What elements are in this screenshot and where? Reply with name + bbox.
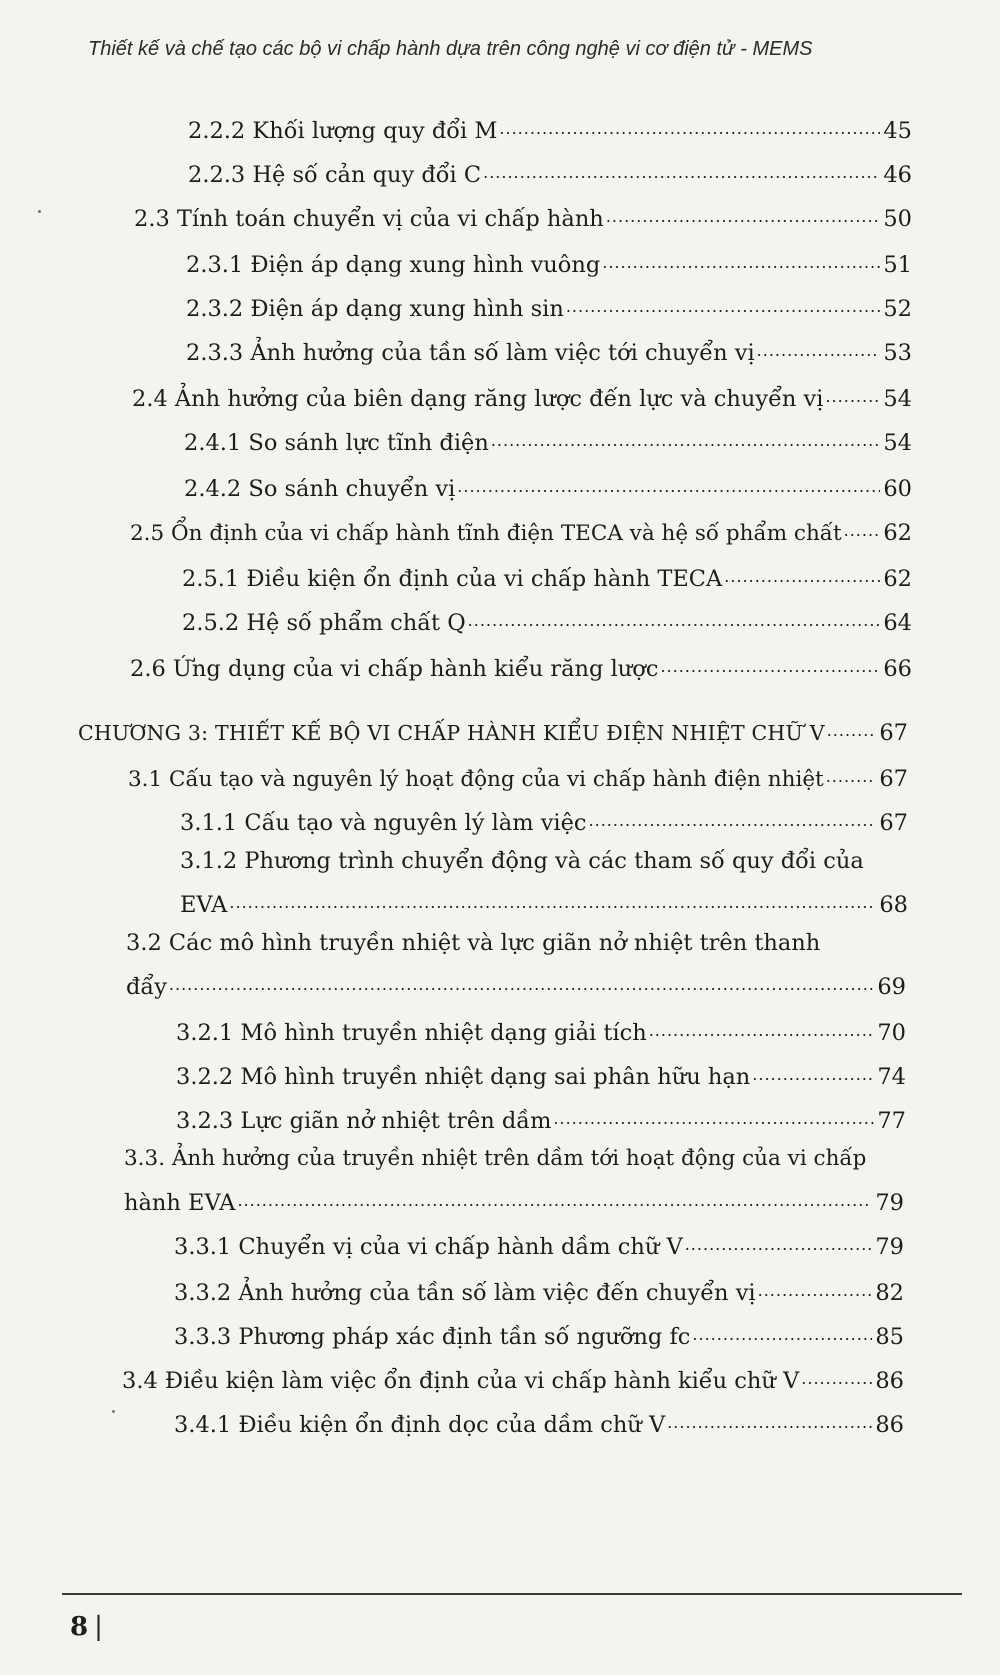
paper-speck: [38, 210, 41, 213]
toc-leader: [237, 1184, 872, 1210]
toc-leader: [667, 1406, 872, 1432]
toc-page-number: 86: [875, 1411, 904, 1438]
toc-leader: [757, 334, 881, 360]
toc-entry-label: 3.3.3 Phương pháp xác định tần số ngưỡng fc: [174, 1323, 691, 1350]
toc-page-number: 64: [883, 609, 912, 636]
toc-entry-label: 3.2.3 Lực giãn nở nhiệt trên dầm: [176, 1107, 552, 1134]
toc-entry-label: 3.1.1 Cấu tạo và nguyên lý làm việc: [180, 809, 587, 836]
toc-entry-label: 2.4.1 So sánh lực tĩnh điện: [184, 429, 489, 456]
toc-entry: [186, 334, 912, 366]
paper-speck: [112, 1410, 115, 1413]
toc-page-number: 67: [879, 765, 908, 792]
toc-entry-label: 3.3.1 Chuyển vị của vi chấp hành dầm chữ V: [174, 1233, 683, 1260]
toc-page-number: 54: [883, 429, 912, 456]
toc-entry: [174, 1228, 904, 1260]
toc-page-number: 67: [879, 719, 908, 746]
toc-entry-label: 2.5.1 Điều kiện ổn định của vi chấp hành TECA: [182, 565, 723, 592]
toc-entry: [174, 1406, 904, 1438]
toc-page-number: 66: [883, 655, 912, 682]
toc-entry-label-line2: hành EVA: [124, 1189, 236, 1216]
toc-entry: [176, 1058, 906, 1090]
toc-leader: [826, 760, 877, 786]
toc-page-number: 82: [875, 1279, 904, 1306]
toc-leader: [483, 156, 880, 182]
toc-entry: [122, 1362, 904, 1394]
toc-entry-label: 2.3.1 Điện áp dạng xung hình vuông: [186, 251, 601, 278]
toc-entry-label: 3.1 Cấu tạo và nguyên lý hoạt động của vi chấp hành điện nhiệt: [128, 766, 824, 792]
page-footer: [70, 1612, 103, 1642]
toc-page-number: 67: [879, 809, 908, 836]
toc-entry-label: 2.2.2 Khối lượng quy đổi M: [188, 117, 498, 144]
toc-leader: [589, 804, 877, 830]
toc-leader: [169, 968, 874, 994]
toc-page-number: 51: [883, 251, 912, 278]
toc-entry-label-line1: 3.2 Các mô hình truyền nhiệt và lực giãn nở nhiệt trên thanh: [126, 930, 821, 956]
toc-entry-label: 2.5.2 Hệ số phẩm chất Q: [182, 609, 466, 636]
toc-entry-label-line1: 3.3. Ảnh hưởng của truyền nhiệt trên dầm tới hoạt động của vi chấp: [124, 1146, 867, 1171]
toc-page-number: 85: [875, 1323, 904, 1350]
toc-leader: [602, 246, 880, 272]
toc-leader: [553, 1102, 874, 1128]
toc-entry: [184, 470, 912, 502]
toc-leader: [825, 380, 880, 406]
toc-entry: [134, 200, 912, 232]
toc-page-number: 53: [883, 339, 912, 366]
toc-leader: [457, 470, 880, 496]
toc-leader: [752, 1058, 874, 1084]
toc-leader: [844, 514, 881, 540]
toc-entry-label: 3.4 Điều kiện làm việc ổn định của vi chấp hành kiểu chữ V: [122, 1367, 800, 1394]
toc-leader: [724, 560, 880, 586]
toc-leader: [758, 1274, 873, 1300]
toc-page-number: 70: [877, 1019, 906, 1046]
toc-page-number: 60: [883, 475, 912, 502]
toc-entry: [176, 1102, 906, 1134]
toc-entry: [174, 1318, 904, 1350]
toc-page-number: 74: [877, 1063, 906, 1090]
toc-entry: [126, 968, 906, 1000]
toc-page-number: 45: [883, 117, 912, 144]
toc-page-number: 50: [883, 205, 912, 232]
toc-leader: [660, 650, 880, 676]
toc-entry: [180, 886, 908, 918]
toc-leader: [692, 1318, 872, 1344]
toc-entry-label: 2.3.2 Điện áp dạng xung hình sin: [186, 295, 564, 322]
toc-entry: [188, 156, 912, 188]
toc-entry-label: 3.3.2 Ảnh hưởng của tần số làm việc đến chuyển vị: [174, 1279, 756, 1306]
toc-page-number: 79: [875, 1189, 904, 1216]
toc-leader: [468, 604, 881, 630]
toc-page-number: 46: [883, 161, 912, 188]
toc-entry: [132, 380, 912, 412]
toc-leader: [685, 1228, 873, 1254]
running-header: Thiết kế và chế tạo các bộ vi chấp hành dựa trên công nghệ vi cơ điện tử - MEMS: [88, 38, 813, 60]
toc-entry: [182, 560, 912, 592]
toc-entry: [188, 112, 912, 144]
toc-entry: [186, 290, 912, 322]
toc-entry-label-line2: EVA: [180, 891, 228, 918]
toc-page-number: 52: [883, 295, 912, 322]
toc-page-number: 86: [875, 1367, 904, 1394]
toc-entry-label-line2: đẩy: [126, 973, 167, 1000]
toc-entry: [180, 804, 908, 836]
toc-entry-label: 2.4.2 So sánh chuyển vị: [184, 475, 456, 502]
page-number: 8: [70, 1612, 89, 1642]
toc-chapter-entry: [78, 714, 908, 746]
toc-page-number: 77: [877, 1107, 906, 1134]
toc-entry: [124, 1184, 904, 1216]
footer-rule: [62, 1593, 962, 1595]
toc-entry-label: 2.5 Ổn định của vi chấp hành tĩnh điện TECA và hệ số phẩm chất: [130, 520, 842, 546]
toc-leader: [566, 290, 881, 316]
toc-entry-label: 2.3.3 Ảnh hưởng của tần số làm việc tới chuyển vị: [186, 339, 755, 366]
toc-page-number: 54: [883, 385, 912, 412]
toc-entry: [184, 424, 912, 456]
toc-entry-label: 2.2.3 Hệ số cản quy đổi C: [188, 161, 482, 188]
toc-entry: [130, 514, 912, 546]
toc-leader: [801, 1362, 872, 1388]
toc-leader: [606, 200, 881, 226]
toc-entry: [176, 1014, 906, 1046]
toc-page-number: 62: [883, 565, 912, 592]
toc-leader: [499, 112, 880, 138]
toc-leader: [649, 1014, 875, 1040]
toc-entry-label: 2.3 Tính toán chuyển vị của vi chấp hành: [134, 205, 604, 232]
toc-entry-label: 3.2.1 Mô hình truyền nhiệt dạng giải tích: [176, 1019, 647, 1046]
toc-entry-label-line1: 3.1.2 Phương trình chuyển động và các tham số quy đổi của: [180, 848, 864, 874]
toc-entry-label: 3.4.1 Điều kiện ổn định dọc của dầm chữ V: [174, 1411, 666, 1438]
toc-entry: [182, 604, 912, 636]
toc-entry: [130, 650, 912, 682]
toc-entry-label: CHƯƠNG 3: THIẾT KẾ BỘ VI CHẤP HÀNH KIỂU ĐIỆN NHIỆT CHỮ V: [78, 720, 825, 745]
toc-page-number: 79: [875, 1233, 904, 1260]
toc-leader: [491, 424, 881, 450]
toc-entry: [186, 246, 912, 278]
toc-entry-label: 2.6 Ứng dụng của vi chấp hành kiểu răng lược: [130, 655, 659, 682]
toc-page-number: 62: [883, 519, 912, 546]
toc-leader: [827, 714, 877, 740]
footer-separator: |: [94, 1612, 103, 1642]
toc-page-number: 68: [879, 891, 908, 918]
toc-entry-label: 2.4 Ảnh hưởng của biên dạng răng lược đến lực và chuyển vị: [132, 385, 824, 412]
toc-page-number: 69: [877, 973, 906, 1000]
toc-entry: [174, 1274, 904, 1306]
toc-leader: [229, 886, 876, 912]
toc-entry: [128, 760, 908, 792]
toc-entry-label: 3.2.2 Mô hình truyền nhiệt dạng sai phân hữu hạn: [176, 1063, 751, 1090]
